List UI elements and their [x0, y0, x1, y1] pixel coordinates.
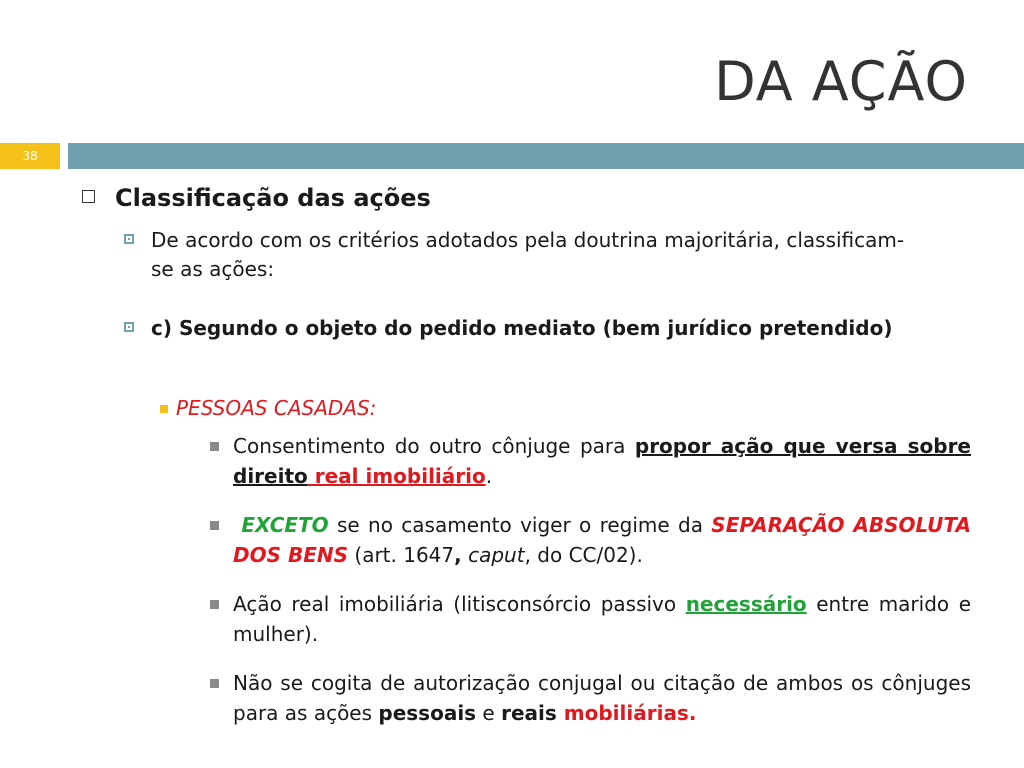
- bullet-consent: [210, 431, 971, 491]
- object-text: c) Segundo o objeto do pedido mediato (bem jurídico pretendido): [151, 316, 893, 340]
- hollow-square-bullet-icon: [82, 190, 95, 203]
- criteria-text: De acordo com os critérios adotados pela doutrina majoritária, classificam-se as ações:: [151, 228, 905, 281]
- bullet-no-authorization: [210, 668, 971, 728]
- slide-title: DA AÇÃO: [714, 50, 968, 113]
- bullet-object: [124, 314, 924, 343]
- gray-square-bullet-icon: [210, 521, 219, 530]
- header-bar: [0, 143, 1024, 169]
- gray-square-bullet-icon: [210, 600, 219, 609]
- bullet-heading: [82, 184, 431, 212]
- married-persons-text: PESSOAS CASADAS:: [176, 396, 377, 420]
- no-authorization-text: Não se cogita de autorização conjugal ou citação de ambos os cônjuges para as ações pessoais e reais mobiliárias.: [233, 671, 971, 725]
- yellow-square-bullet-icon: [160, 405, 168, 413]
- bullet-exception: [210, 510, 971, 570]
- header-strip: [68, 143, 1024, 169]
- slide-number: 38: [22, 149, 38, 163]
- gray-square-bullet-icon: [210, 679, 219, 688]
- bullet-real-estate: [210, 589, 971, 649]
- square-bullet-icon: [124, 322, 134, 332]
- square-bullet-icon: [124, 234, 134, 244]
- consent-text: Consentimento do outro cônjuge para propor ação que versa sobre direito real imobiliário.: [233, 434, 971, 488]
- exception-text: EXCETO se no casamento viger o regime da SEPARAÇÃO ABSOLUTA DOS BENS (art. 1647, caput, do CC/02).: [233, 513, 971, 567]
- bullet-criteria: [124, 226, 924, 284]
- heading-text: Classificação das ações: [115, 184, 431, 212]
- slide-number-badge: [0, 143, 60, 169]
- real-estate-text: Ação real imobiliária (litisconsórcio passivo necessário entre marido e mulher).: [233, 592, 971, 646]
- bullet-married-persons: [160, 396, 376, 420]
- gray-square-bullet-icon: [210, 442, 219, 451]
